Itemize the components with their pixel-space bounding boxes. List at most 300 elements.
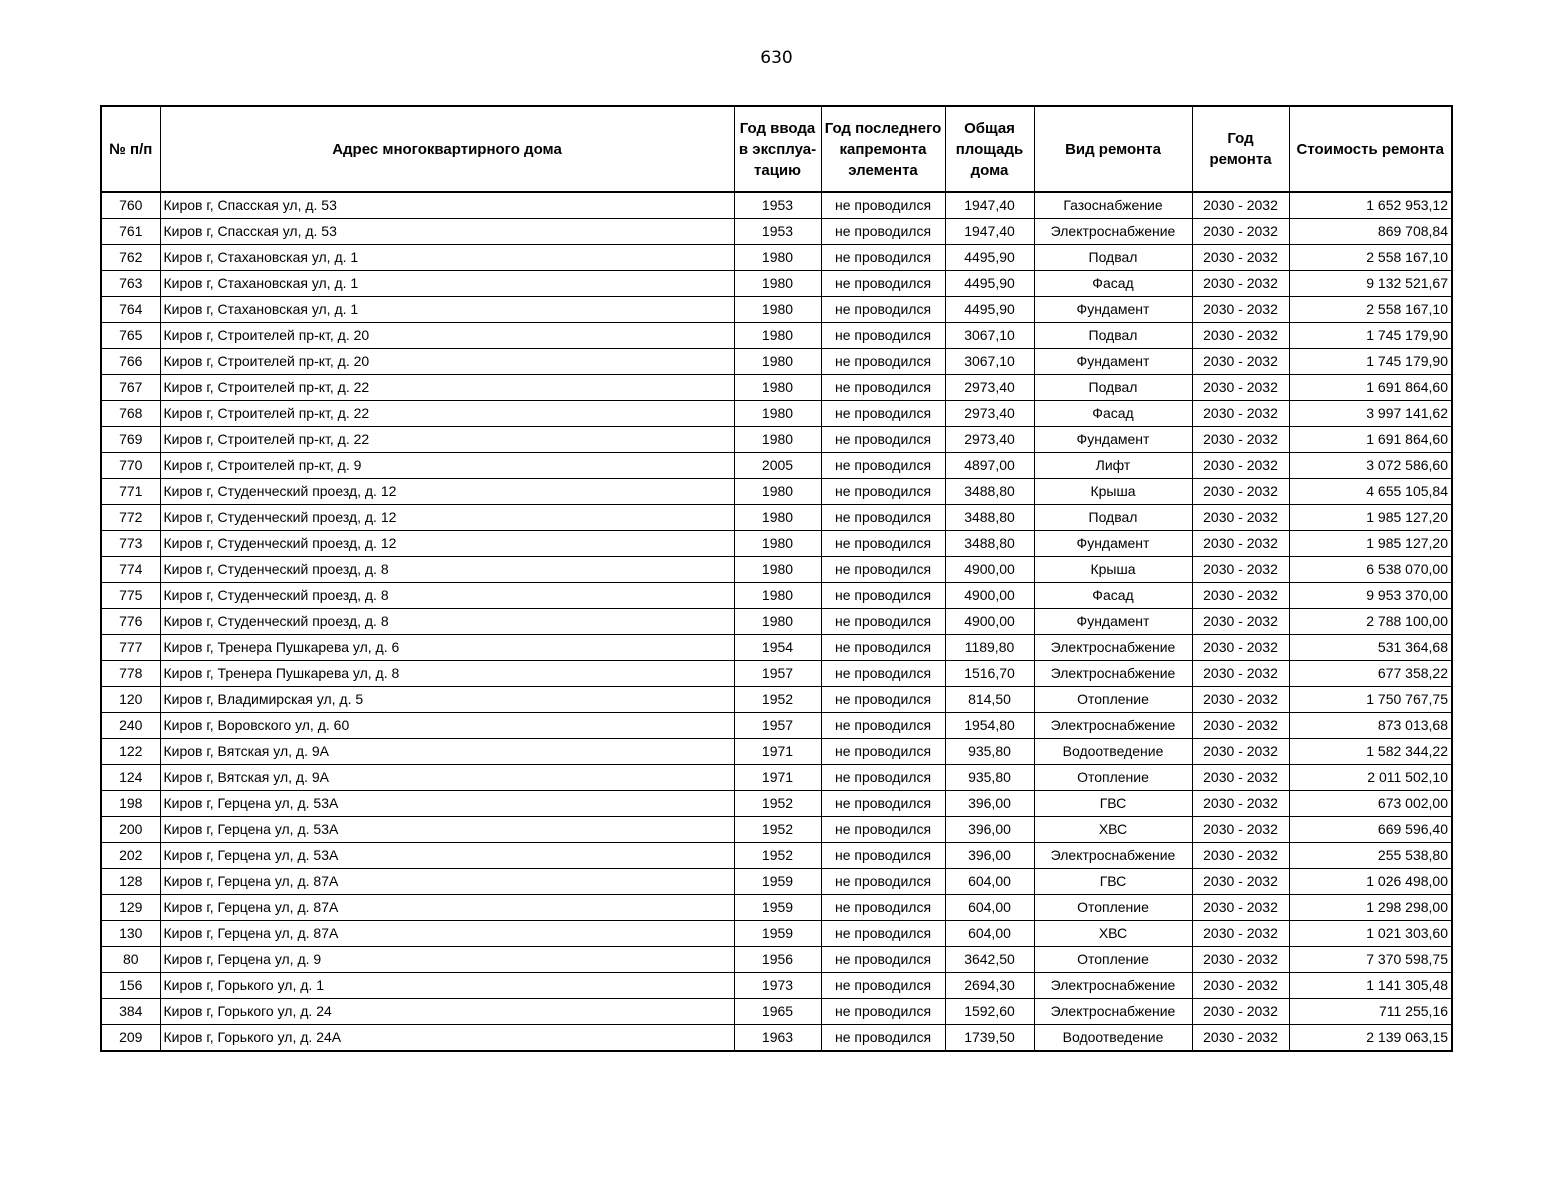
cell-num: 760 xyxy=(101,192,160,219)
cell-repair-year: 2030 - 2032 xyxy=(1192,297,1289,323)
table-row xyxy=(101,1025,1452,1052)
cell-year-built: 1980 xyxy=(734,401,821,427)
cell-area: 935,80 xyxy=(945,765,1034,791)
cell-repair-kind: Электроснабжение xyxy=(1034,713,1192,739)
cell-area: 3067,10 xyxy=(945,349,1034,375)
cell-repair-kind: Подвал xyxy=(1034,505,1192,531)
table-row xyxy=(101,973,1452,999)
cell-year-built: 1980 xyxy=(734,557,821,583)
cell-num: 128 xyxy=(101,869,160,895)
cell-repair-kind: ГВС xyxy=(1034,791,1192,817)
cell-repair-kind: Фундамент xyxy=(1034,297,1192,323)
cell-cost: 7 370 598,75 xyxy=(1289,947,1452,973)
cell-repair-year: 2030 - 2032 xyxy=(1192,687,1289,713)
cell-num: 124 xyxy=(101,765,160,791)
cell-last-repair: не проводился xyxy=(821,817,945,843)
cell-last-repair: не проводился xyxy=(821,609,945,635)
cell-area: 3067,10 xyxy=(945,323,1034,349)
cell-num: 765 xyxy=(101,323,160,349)
cell-num: 768 xyxy=(101,401,160,427)
cell-repair-kind: Подвал xyxy=(1034,375,1192,401)
cell-repair-year: 2030 - 2032 xyxy=(1192,401,1289,427)
table-row xyxy=(101,765,1452,791)
cell-cost: 869 708,84 xyxy=(1289,219,1452,245)
cell-cost: 1 582 344,22 xyxy=(1289,739,1452,765)
table-row xyxy=(101,895,1452,921)
cell-cost: 1 985 127,20 xyxy=(1289,505,1452,531)
cell-address: Киров г, Стахановская ул, д. 1 xyxy=(160,271,734,297)
cell-address: Киров г, Строителей пр-кт, д. 22 xyxy=(160,401,734,427)
cell-area: 2973,40 xyxy=(945,427,1034,453)
table-row xyxy=(101,843,1452,869)
cell-repair-year: 2030 - 2032 xyxy=(1192,739,1289,765)
cell-cost: 873 013,68 xyxy=(1289,713,1452,739)
cell-repair-kind: Отопление xyxy=(1034,765,1192,791)
cell-last-repair: не проводился xyxy=(821,765,945,791)
cell-address: Киров г, Герцена ул, д. 9 xyxy=(160,947,734,973)
cell-address: Киров г, Студенческий проезд, д. 8 xyxy=(160,609,734,635)
cell-area: 1189,80 xyxy=(945,635,1034,661)
cell-cost: 1 745 179,90 xyxy=(1289,323,1452,349)
cell-area: 3642,50 xyxy=(945,947,1034,973)
table-row xyxy=(101,999,1452,1025)
cell-repair-kind: Электроснабжение xyxy=(1034,999,1192,1025)
cell-last-repair: не проводился xyxy=(821,505,945,531)
cell-area: 1516,70 xyxy=(945,661,1034,687)
cell-area: 2973,40 xyxy=(945,401,1034,427)
cell-address: Киров г, Студенческий проезд, д. 12 xyxy=(160,505,734,531)
cell-address: Киров г, Студенческий проезд, д. 12 xyxy=(160,479,734,505)
cell-cost: 3 072 586,60 xyxy=(1289,453,1452,479)
cell-repair-year: 2030 - 2032 xyxy=(1192,765,1289,791)
repair-table xyxy=(100,105,1453,1052)
cell-year-built: 1980 xyxy=(734,245,821,271)
table-row xyxy=(101,609,1452,635)
cell-repair-year: 2030 - 2032 xyxy=(1192,453,1289,479)
cell-num: 764 xyxy=(101,297,160,323)
cell-repair-year: 2030 - 2032 xyxy=(1192,557,1289,583)
cell-repair-year: 2030 - 2032 xyxy=(1192,609,1289,635)
cell-last-repair: не проводился xyxy=(821,635,945,661)
table-row xyxy=(101,297,1452,323)
cell-repair-year: 2030 - 2032 xyxy=(1192,947,1289,973)
cell-repair-year: 2030 - 2032 xyxy=(1192,791,1289,817)
cell-repair-year: 2030 - 2032 xyxy=(1192,713,1289,739)
cell-area: 3488,80 xyxy=(945,531,1034,557)
table-row xyxy=(101,323,1452,349)
cell-repair-year: 2030 - 2032 xyxy=(1192,817,1289,843)
header-area: Общая площадь дома xyxy=(945,106,1034,192)
cell-cost: 9 953 370,00 xyxy=(1289,583,1452,609)
cell-repair-year: 2030 - 2032 xyxy=(1192,427,1289,453)
cell-last-repair: не проводился xyxy=(821,479,945,505)
cell-repair-kind: Фундамент xyxy=(1034,531,1192,557)
cell-repair-kind: Водоотведение xyxy=(1034,739,1192,765)
cell-area: 4900,00 xyxy=(945,609,1034,635)
cell-cost: 9 132 521,67 xyxy=(1289,271,1452,297)
table-row xyxy=(101,687,1452,713)
table-row xyxy=(101,401,1452,427)
cell-address: Киров г, Герцена ул, д. 87А xyxy=(160,895,734,921)
cell-area: 935,80 xyxy=(945,739,1034,765)
cell-num: 771 xyxy=(101,479,160,505)
cell-area: 1592,60 xyxy=(945,999,1034,1025)
cell-repair-kind: Отопление xyxy=(1034,895,1192,921)
cell-year-built: 1980 xyxy=(734,271,821,297)
cell-last-repair: не проводился xyxy=(821,375,945,401)
cell-area: 396,00 xyxy=(945,843,1034,869)
cell-address: Киров г, Вятская ул, д. 9А xyxy=(160,765,734,791)
cell-num: 156 xyxy=(101,973,160,999)
cell-cost: 6 538 070,00 xyxy=(1289,557,1452,583)
cell-year-built: 1980 xyxy=(734,427,821,453)
cell-repair-year: 2030 - 2032 xyxy=(1192,375,1289,401)
cell-repair-kind: Электроснабжение xyxy=(1034,973,1192,999)
table-row xyxy=(101,245,1452,271)
cell-num: 762 xyxy=(101,245,160,271)
cell-repair-kind: Отопление xyxy=(1034,947,1192,973)
cell-year-built: 1953 xyxy=(734,219,821,245)
cell-repair-kind: Фасад xyxy=(1034,271,1192,297)
cell-num: 777 xyxy=(101,635,160,661)
cell-last-repair: не проводился xyxy=(821,1025,945,1052)
cell-area: 4900,00 xyxy=(945,557,1034,583)
cell-year-built: 1980 xyxy=(734,479,821,505)
cell-year-built: 1952 xyxy=(734,843,821,869)
cell-last-repair: не проводился xyxy=(821,401,945,427)
cell-year-built: 1957 xyxy=(734,661,821,687)
cell-cost: 1 691 864,60 xyxy=(1289,427,1452,453)
cell-cost: 1 691 864,60 xyxy=(1289,375,1452,401)
cell-repair-kind: Водоотведение xyxy=(1034,1025,1192,1052)
cell-address: Киров г, Горького ул, д. 24А xyxy=(160,1025,734,1052)
cell-year-built: 1959 xyxy=(734,921,821,947)
header-address: Адрес многоквартирного дома xyxy=(160,106,734,192)
cell-address: Киров г, Герцена ул, д. 87А xyxy=(160,921,734,947)
cell-last-repair: не проводился xyxy=(821,192,945,219)
cell-last-repair: не проводился xyxy=(821,661,945,687)
cell-year-built: 1971 xyxy=(734,739,821,765)
cell-repair-year: 2030 - 2032 xyxy=(1192,1025,1289,1052)
cell-repair-year: 2030 - 2032 xyxy=(1192,192,1289,219)
table-row xyxy=(101,192,1452,219)
table-row xyxy=(101,583,1452,609)
cell-repair-year: 2030 - 2032 xyxy=(1192,271,1289,297)
table-row xyxy=(101,947,1452,973)
cell-num: 778 xyxy=(101,661,160,687)
cell-num: 198 xyxy=(101,791,160,817)
cell-last-repair: не проводился xyxy=(821,895,945,921)
cell-address: Киров г, Тренера Пушкарева ул, д. 8 xyxy=(160,661,734,687)
cell-last-repair: не проводился xyxy=(821,921,945,947)
cell-year-built: 1980 xyxy=(734,349,821,375)
header-cost: Стоимость ремонта xyxy=(1289,106,1452,192)
cell-repair-kind: Фасад xyxy=(1034,401,1192,427)
cell-cost: 2 558 167,10 xyxy=(1289,245,1452,271)
header-repair-year: Год ремонта xyxy=(1192,106,1289,192)
cell-address: Киров г, Студенческий проезд, д. 8 xyxy=(160,557,734,583)
cell-num: 202 xyxy=(101,843,160,869)
cell-cost: 1 026 498,00 xyxy=(1289,869,1452,895)
cell-area: 4495,90 xyxy=(945,245,1034,271)
cell-year-built: 1980 xyxy=(734,583,821,609)
cell-cost: 1 021 303,60 xyxy=(1289,921,1452,947)
cell-repair-kind: ХВС xyxy=(1034,921,1192,947)
cell-cost: 677 358,22 xyxy=(1289,661,1452,687)
cell-last-repair: не проводился xyxy=(821,245,945,271)
table-row xyxy=(101,349,1452,375)
cell-address: Киров г, Спасская ул, д. 53 xyxy=(160,192,734,219)
cell-year-built: 1973 xyxy=(734,973,821,999)
header-repair-kind: Вид ремонта xyxy=(1034,106,1192,192)
cell-address: Киров г, Герцена ул, д. 87А xyxy=(160,869,734,895)
cell-address: Киров г, Воровского ул, д. 60 xyxy=(160,713,734,739)
cell-year-built: 1980 xyxy=(734,531,821,557)
cell-address: Киров г, Герцена ул, д. 53А xyxy=(160,791,734,817)
cell-repair-year: 2030 - 2032 xyxy=(1192,869,1289,895)
page-number: 630 xyxy=(760,48,793,68)
cell-repair-kind: Электроснабжение xyxy=(1034,635,1192,661)
header-num: № п/п xyxy=(101,106,160,192)
cell-area: 2694,30 xyxy=(945,973,1034,999)
cell-last-repair: не проводился xyxy=(821,297,945,323)
cell-year-built: 1956 xyxy=(734,947,821,973)
cell-last-repair: не проводился xyxy=(821,713,945,739)
cell-repair-year: 2030 - 2032 xyxy=(1192,323,1289,349)
cell-repair-year: 2030 - 2032 xyxy=(1192,999,1289,1025)
cell-area: 4495,90 xyxy=(945,271,1034,297)
cell-repair-kind: Электроснабжение xyxy=(1034,219,1192,245)
cell-area: 1947,40 xyxy=(945,192,1034,219)
cell-cost: 1 745 179,90 xyxy=(1289,349,1452,375)
table-row xyxy=(101,479,1452,505)
cell-year-built: 1980 xyxy=(734,323,821,349)
cell-repair-kind: ГВС xyxy=(1034,869,1192,895)
cell-cost: 2 558 167,10 xyxy=(1289,297,1452,323)
cell-address: Киров г, Спасская ул, д. 53 xyxy=(160,219,734,245)
cell-repair-year: 2030 - 2032 xyxy=(1192,661,1289,687)
cell-repair-year: 2030 - 2032 xyxy=(1192,843,1289,869)
cell-area: 3488,80 xyxy=(945,479,1034,505)
cell-area: 604,00 xyxy=(945,869,1034,895)
cell-num: 769 xyxy=(101,427,160,453)
cell-area: 1739,50 xyxy=(945,1025,1034,1052)
cell-last-repair: не проводился xyxy=(821,349,945,375)
cell-num: 130 xyxy=(101,921,160,947)
cell-area: 604,00 xyxy=(945,895,1034,921)
cell-repair-kind: Лифт xyxy=(1034,453,1192,479)
cell-area: 1954,80 xyxy=(945,713,1034,739)
cell-area: 604,00 xyxy=(945,921,1034,947)
table-row xyxy=(101,375,1452,401)
cell-address: Киров г, Строителей пр-кт, д. 22 xyxy=(160,427,734,453)
table-row xyxy=(101,635,1452,661)
cell-repair-year: 2030 - 2032 xyxy=(1192,479,1289,505)
cell-cost: 4 655 105,84 xyxy=(1289,479,1452,505)
cell-cost: 1 750 767,75 xyxy=(1289,687,1452,713)
cell-repair-year: 2030 - 2032 xyxy=(1192,973,1289,999)
cell-last-repair: не проводился xyxy=(821,791,945,817)
cell-repair-kind: Электроснабжение xyxy=(1034,843,1192,869)
cell-last-repair: не проводился xyxy=(821,947,945,973)
cell-last-repair: не проводился xyxy=(821,999,945,1025)
cell-address: Киров г, Строителей пр-кт, д. 20 xyxy=(160,349,734,375)
cell-num: 774 xyxy=(101,557,160,583)
table-row xyxy=(101,817,1452,843)
cell-address: Киров г, Тренера Пушкарева ул, д. 6 xyxy=(160,635,734,661)
cell-repair-kind: Электроснабжение xyxy=(1034,661,1192,687)
cell-year-built: 1980 xyxy=(734,375,821,401)
cell-year-built: 1980 xyxy=(734,297,821,323)
cell-num: 772 xyxy=(101,505,160,531)
cell-last-repair: не проводился xyxy=(821,973,945,999)
table-row xyxy=(101,791,1452,817)
cell-last-repair: не проводился xyxy=(821,323,945,349)
table-body xyxy=(101,192,1452,1051)
cell-repair-kind: Фундамент xyxy=(1034,609,1192,635)
table-row xyxy=(101,869,1452,895)
cell-repair-kind: Крыша xyxy=(1034,479,1192,505)
cell-address: Киров г, Стахановская ул, д. 1 xyxy=(160,245,734,271)
cell-cost: 2 011 502,10 xyxy=(1289,765,1452,791)
cell-repair-kind: Газоснабжение xyxy=(1034,192,1192,219)
table-row xyxy=(101,271,1452,297)
cell-area: 4495,90 xyxy=(945,297,1034,323)
cell-num: 80 xyxy=(101,947,160,973)
table-row xyxy=(101,557,1452,583)
cell-num: 763 xyxy=(101,271,160,297)
cell-area: 396,00 xyxy=(945,791,1034,817)
cell-repair-year: 2030 - 2032 xyxy=(1192,895,1289,921)
cell-address: Киров г, Строителей пр-кт, д. 9 xyxy=(160,453,734,479)
table-row xyxy=(101,661,1452,687)
cell-repair-year: 2030 - 2032 xyxy=(1192,921,1289,947)
cell-last-repair: не проводился xyxy=(821,219,945,245)
table-row xyxy=(101,713,1452,739)
cell-last-repair: не проводился xyxy=(821,271,945,297)
cell-year-built: 1965 xyxy=(734,999,821,1025)
cell-repair-year: 2030 - 2032 xyxy=(1192,219,1289,245)
cell-repair-kind: Фундамент xyxy=(1034,349,1192,375)
table-row xyxy=(101,739,1452,765)
cell-area: 2973,40 xyxy=(945,375,1034,401)
cell-area: 396,00 xyxy=(945,817,1034,843)
header-year-built: Год ввода в эксплуа-тацию xyxy=(734,106,821,192)
cell-num: 209 xyxy=(101,1025,160,1052)
cell-address: Киров г, Строителей пр-кт, д. 20 xyxy=(160,323,734,349)
cell-num: 200 xyxy=(101,817,160,843)
cell-year-built: 1971 xyxy=(734,765,821,791)
cell-repair-kind: Подвал xyxy=(1034,245,1192,271)
cell-num: 766 xyxy=(101,349,160,375)
cell-address: Киров г, Строителей пр-кт, д. 22 xyxy=(160,375,734,401)
cell-year-built: 1953 xyxy=(734,192,821,219)
cell-address: Киров г, Герцена ул, д. 53А xyxy=(160,843,734,869)
cell-repair-kind: Фундамент xyxy=(1034,427,1192,453)
cell-repair-year: 2030 - 2032 xyxy=(1192,245,1289,271)
table-row xyxy=(101,427,1452,453)
cell-cost: 1 141 305,48 xyxy=(1289,973,1452,999)
cell-last-repair: не проводился xyxy=(821,583,945,609)
cell-cost: 2 139 063,15 xyxy=(1289,1025,1452,1052)
cell-year-built: 2005 xyxy=(734,453,821,479)
cell-num: 240 xyxy=(101,713,160,739)
cell-last-repair: не проводился xyxy=(821,427,945,453)
cell-last-repair: не проводился xyxy=(821,843,945,869)
cell-year-built: 1954 xyxy=(734,635,821,661)
cell-repair-kind: Крыша xyxy=(1034,557,1192,583)
cell-cost: 531 364,68 xyxy=(1289,635,1452,661)
cell-num: 122 xyxy=(101,739,160,765)
cell-repair-year: 2030 - 2032 xyxy=(1192,635,1289,661)
cell-repair-year: 2030 - 2032 xyxy=(1192,505,1289,531)
cell-area: 814,50 xyxy=(945,687,1034,713)
cell-num: 129 xyxy=(101,895,160,921)
table-header-row xyxy=(101,106,1452,192)
cell-repair-year: 2030 - 2032 xyxy=(1192,583,1289,609)
cell-last-repair: не проводился xyxy=(821,453,945,479)
cell-cost: 3 997 141,62 xyxy=(1289,401,1452,427)
cell-last-repair: не проводился xyxy=(821,557,945,583)
cell-address: Киров г, Студенческий проезд, д. 8 xyxy=(160,583,734,609)
cell-cost: 673 002,00 xyxy=(1289,791,1452,817)
cell-cost: 255 538,80 xyxy=(1289,843,1452,869)
cell-cost: 1 298 298,00 xyxy=(1289,895,1452,921)
table-row xyxy=(101,921,1452,947)
cell-area: 3488,80 xyxy=(945,505,1034,531)
cell-repair-kind: Отопление xyxy=(1034,687,1192,713)
cell-year-built: 1952 xyxy=(734,791,821,817)
cell-year-built: 1957 xyxy=(734,713,821,739)
cell-year-built: 1959 xyxy=(734,869,821,895)
cell-address: Киров г, Горького ул, д. 1 xyxy=(160,973,734,999)
table-row xyxy=(101,505,1452,531)
cell-num: 775 xyxy=(101,583,160,609)
cell-area: 4900,00 xyxy=(945,583,1034,609)
cell-repair-kind: Фасад xyxy=(1034,583,1192,609)
cell-address: Киров г, Стахановская ул, д. 1 xyxy=(160,297,734,323)
cell-repair-kind: ХВС xyxy=(1034,817,1192,843)
cell-year-built: 1963 xyxy=(734,1025,821,1052)
cell-last-repair: не проводился xyxy=(821,739,945,765)
cell-cost: 711 255,16 xyxy=(1289,999,1452,1025)
cell-num: 767 xyxy=(101,375,160,401)
table-row xyxy=(101,219,1452,245)
cell-last-repair: не проводился xyxy=(821,531,945,557)
cell-address: Киров г, Студенческий проезд, д. 12 xyxy=(160,531,734,557)
cell-year-built: 1952 xyxy=(734,687,821,713)
table-row xyxy=(101,453,1452,479)
cell-last-repair: не проводился xyxy=(821,687,945,713)
cell-cost: 669 596,40 xyxy=(1289,817,1452,843)
cell-address: Киров г, Вятская ул, д. 9А xyxy=(160,739,734,765)
cell-num: 384 xyxy=(101,999,160,1025)
cell-cost: 2 788 100,00 xyxy=(1289,609,1452,635)
cell-num: 776 xyxy=(101,609,160,635)
cell-year-built: 1980 xyxy=(734,505,821,531)
cell-num: 120 xyxy=(101,687,160,713)
cell-year-built: 1952 xyxy=(734,817,821,843)
cell-repair-year: 2030 - 2032 xyxy=(1192,349,1289,375)
cell-address: Киров г, Владимирская ул, д. 5 xyxy=(160,687,734,713)
cell-repair-kind: Подвал xyxy=(1034,323,1192,349)
cell-cost: 1 985 127,20 xyxy=(1289,531,1452,557)
cell-last-repair: не проводился xyxy=(821,869,945,895)
cell-num: 761 xyxy=(101,219,160,245)
cell-area: 1947,40 xyxy=(945,219,1034,245)
cell-year-built: 1980 xyxy=(734,609,821,635)
cell-address: Киров г, Герцена ул, д. 53А xyxy=(160,817,734,843)
